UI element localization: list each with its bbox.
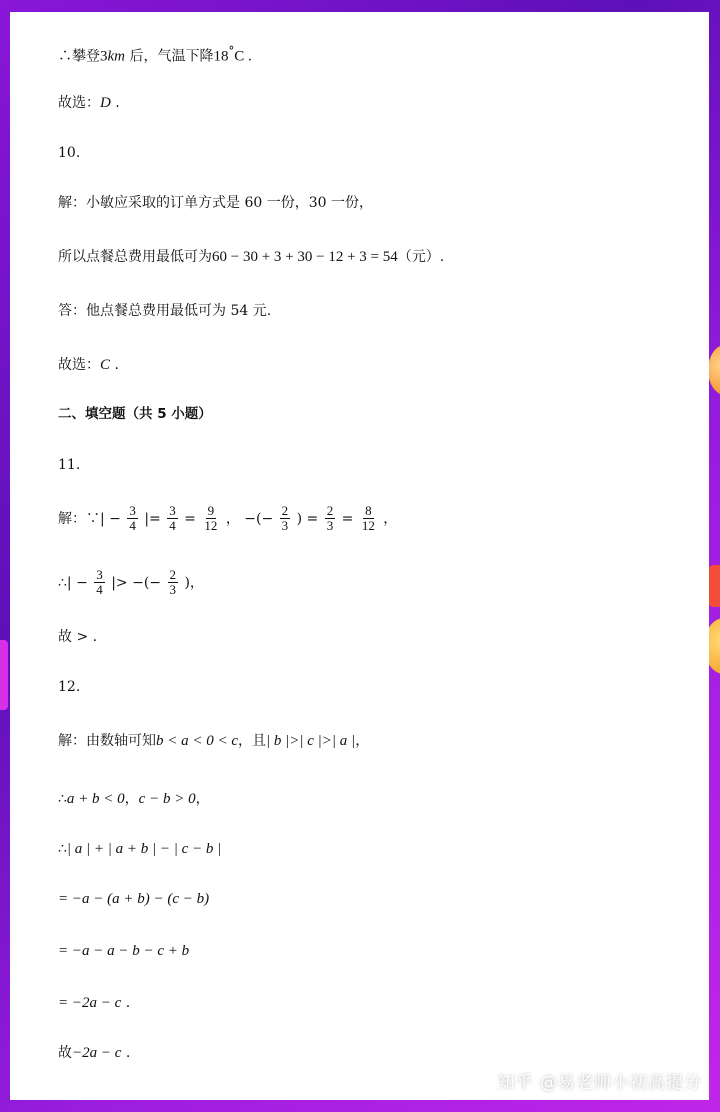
final-answer-line: 故−2a − c . [58, 1045, 131, 1061]
document-page [10, 12, 709, 1100]
fraction: $\frac{3}{4}$ [169, 503, 176, 534]
expression-line: ∴| a | + | a + b | − | c − b | [58, 841, 222, 857]
sign-analysis-line: ∴a + b < 0，c − b > 0， [58, 791, 210, 807]
comparison-conclusion-line: ∴| − $\frac{3}{4}$ |> −(− $\frac{2}{3}$ )， [58, 567, 204, 598]
number-line-solution: 解：由数轴可知b < a < 0 < c，且| b |>| c |>| a |， [58, 733, 370, 749]
step-line: = −a − (a + b) − (c − b) [58, 891, 210, 907]
fraction: $\frac{3}{4}$ [129, 503, 136, 534]
fraction: $\frac{2}{3}$ [326, 503, 334, 534]
section-heading: 二、填空题（共 5 小题） [58, 406, 212, 422]
fraction-comparison-line: 解：∵| − $\frac{3}{4}$ |= $\frac{3}{4}$ = $\frac{9}{12}$ ， −(− $\frac{2}{3}$ ) = $\frac{2}{3}$ = $\frac{8}{12}$ ， [58, 503, 398, 534]
fraction: $\frac{9}{12}$ [204, 503, 218, 534]
step-line: = −2a − c . [58, 995, 131, 1011]
question-number-11: 11. [58, 457, 81, 473]
decor-coin-1 [708, 345, 720, 395]
solution-expression-line: 所以点餐总费用最低可为60 − 30 + 3 + 30 − 12 + 3 = 54（元）. [58, 249, 445, 265]
fraction: $\frac{8}{12}$ [361, 503, 375, 534]
solution-line: 解：小敏应采取的订单方式是 60 一份，30 一份， [58, 195, 373, 211]
decor-strip [0, 640, 8, 710]
fraction: $\frac{3}{4}$ [96, 567, 103, 598]
answer-line-temperature: ∴攀登3km 后，气温下降18°C . [58, 44, 252, 65]
zhihu-watermark: 知乎 @易老师小初高提分 [497, 1073, 702, 1093]
answer-line: 答：他点餐总费用最低可为 54 元. [58, 303, 272, 319]
fraction: $\frac{2}{3}$ [169, 567, 176, 598]
step-line: = −a − a − b − c + b [58, 943, 190, 959]
fraction: $\frac{2}{3}$ [281, 503, 289, 534]
question-number-12: 12. [58, 679, 81, 695]
answer-line: 故 > . [58, 629, 98, 645]
decor-tag [708, 565, 720, 607]
answer-choice-c: 故选：C . [58, 357, 119, 373]
answer-choice-d: 故选：D . [58, 95, 120, 111]
question-number-10: 10. [58, 145, 81, 161]
